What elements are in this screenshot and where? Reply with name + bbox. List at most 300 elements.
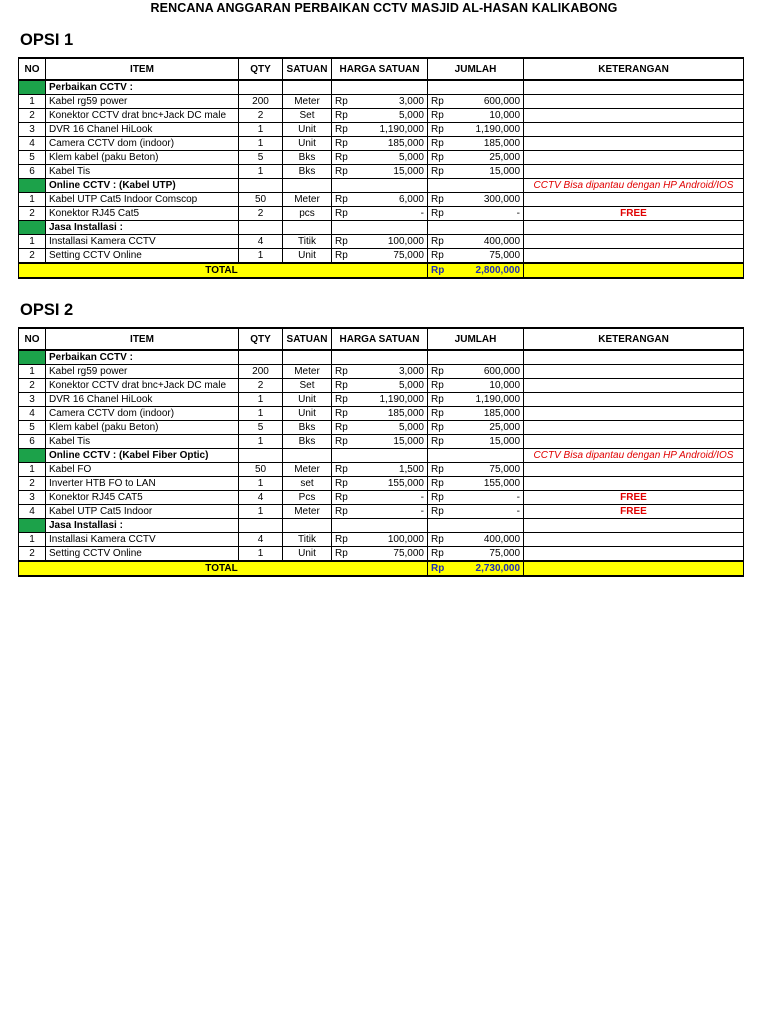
item-qty: 200 (239, 95, 283, 109)
section-marker (19, 350, 46, 365)
item-amount: 600,000 (458, 365, 524, 379)
item-no: 3 (19, 393, 46, 407)
item-remark (524, 249, 744, 264)
item-unit-price: 6,000 (362, 193, 428, 207)
item-row (19, 165, 744, 179)
option-2-heading: OPSI 2 (20, 301, 74, 319)
table-header-row (19, 58, 744, 80)
item-unit: set (283, 477, 332, 491)
empty-cell (428, 179, 524, 193)
item-remark (524, 491, 744, 505)
item-name: Setting CCTV Online (46, 249, 239, 264)
empty-cell (428, 221, 524, 235)
option-1-heading: OPSI 1 (20, 31, 74, 49)
item-no: 1 (19, 365, 46, 379)
item-no: 5 (19, 421, 46, 435)
header-jumlah: JUMLAH (428, 328, 524, 350)
item-row (19, 477, 744, 491)
currency-label: Rp (428, 421, 458, 435)
total-row (19, 561, 744, 576)
empty-cell (428, 80, 524, 95)
currency-label: Rp (332, 137, 362, 151)
item-name: Camera CCTV dom (indoor) (46, 137, 239, 151)
empty-cell (239, 350, 283, 365)
item-amount: - (458, 505, 524, 519)
currency-label: Rp (332, 477, 362, 491)
section-marker (19, 80, 46, 95)
item-name: Kabel Tis (46, 165, 239, 179)
table-header-row (19, 328, 744, 350)
section-label: Perbaikan CCTV : (46, 80, 239, 95)
empty-cell (283, 80, 332, 95)
currency-label: Rp (332, 123, 362, 137)
currency-label: Rp (428, 207, 458, 221)
empty-cell (283, 221, 332, 235)
item-unit-price: 5,000 (362, 151, 428, 165)
item-amount: 75,000 (458, 249, 524, 264)
item-remark (524, 109, 744, 123)
item-unit-price: 185,000 (362, 137, 428, 151)
item-no: 3 (19, 123, 46, 137)
currency-label: Rp (428, 165, 458, 179)
item-name: Setting CCTV Online (46, 547, 239, 562)
item-unit: Meter (283, 365, 332, 379)
item-unit: Meter (283, 505, 332, 519)
item-qty: 4 (239, 235, 283, 249)
currency-label: Rp (332, 505, 362, 519)
item-amount: 10,000 (458, 379, 524, 393)
header-qty: QTY (239, 328, 283, 350)
total-label: TOTAL (19, 263, 428, 278)
item-qty: 1 (239, 547, 283, 562)
item-unit-price: 15,000 (362, 435, 428, 449)
empty-cell (239, 449, 283, 463)
currency-label: Rp (428, 477, 458, 491)
item-no: 2 (19, 547, 46, 562)
item-unit: Meter (283, 95, 332, 109)
item-qty: 50 (239, 193, 283, 207)
currency-label: Rp (332, 235, 362, 249)
currency-label: Rp (428, 407, 458, 421)
currency-label: Rp (428, 547, 458, 562)
item-row (19, 435, 744, 449)
item-qty: 4 (239, 533, 283, 547)
item-unit-price: - (362, 491, 428, 505)
item-qty: 1 (239, 393, 283, 407)
empty-cell (332, 519, 428, 533)
item-unit-price: 5,000 (362, 109, 428, 123)
section-label: Online CCTV : (Kabel Fiber Optic) (46, 449, 239, 463)
item-remark (524, 547, 744, 562)
item-amount: 25,000 (458, 151, 524, 165)
currency-label: Rp (428, 95, 458, 109)
item-no: 1 (19, 193, 46, 207)
item-no: 2 (19, 379, 46, 393)
currency-label: Rp (428, 533, 458, 547)
total-row (19, 263, 744, 278)
header-no: NO (19, 328, 46, 350)
header-jumlah: JUMLAH (428, 58, 524, 80)
item-unit-price: 75,000 (362, 249, 428, 264)
currency-label: Rp (428, 379, 458, 393)
currency-label: Rp (332, 421, 362, 435)
item-amount: - (458, 491, 524, 505)
currency-label: Rp (332, 151, 362, 165)
section-note-text: CCTV Bisa dipantau dengan HP Android/IOS (533, 450, 734, 461)
item-unit-price: 3,000 (362, 95, 428, 109)
item-qty: 5 (239, 421, 283, 435)
item-name: DVR 16 Chanel HiLook (46, 393, 239, 407)
empty-cell (428, 449, 524, 463)
item-unit: Bks (283, 435, 332, 449)
item-unit-price: - (362, 505, 428, 519)
item-remark (524, 407, 744, 421)
item-remark (524, 95, 744, 109)
currency-label: Rp (332, 207, 362, 221)
section-label: Perbaikan CCTV : (46, 350, 239, 365)
item-amount: 600,000 (458, 95, 524, 109)
item-name: Klem kabel (paku Beton) (46, 421, 239, 435)
item-amount: 155,000 (458, 477, 524, 491)
currency-label: Rp (428, 463, 458, 477)
item-row (19, 137, 744, 151)
item-name: Kabel UTP Cat5 Indoor (46, 505, 239, 519)
currency-label: Rp (428, 151, 458, 165)
item-remark (524, 533, 744, 547)
free-badge: FREE (620, 506, 647, 517)
item-unit: Set (283, 379, 332, 393)
item-unit-price: 1,500 (362, 463, 428, 477)
item-name: Camera CCTV dom (indoor) (46, 407, 239, 421)
document-title: RENCANA ANGGARAN PERBAIKAN CCTV MASJID AL-HASAN KALIKABONG (150, 1, 618, 15)
total-currency: Rp (428, 561, 458, 576)
item-amount: 15,000 (458, 435, 524, 449)
currency-label: Rp (332, 193, 362, 207)
item-remark (524, 193, 744, 207)
currency-label: Rp (428, 137, 458, 151)
item-amount: 300,000 (458, 193, 524, 207)
item-name: Konektor CCTV drat bnc+Jack DC male (46, 109, 239, 123)
section-note (524, 449, 744, 463)
item-no: 6 (19, 435, 46, 449)
currency-label: Rp (428, 435, 458, 449)
item-qty: 50 (239, 463, 283, 477)
item-unit: Unit (283, 547, 332, 562)
item-unit-price: 1,190,000 (362, 393, 428, 407)
item-name: Installasi Kamera CCTV (46, 533, 239, 547)
empty-cell (283, 519, 332, 533)
section-label: Jasa Installasi : (46, 221, 239, 235)
item-unit-price: 100,000 (362, 533, 428, 547)
item-no: 4 (19, 137, 46, 151)
item-unit: Unit (283, 137, 332, 151)
item-no: 4 (19, 505, 46, 519)
section-row (19, 80, 744, 95)
item-unit-price: 15,000 (362, 165, 428, 179)
item-remark (524, 235, 744, 249)
item-row (19, 193, 744, 207)
item-no: 1 (19, 463, 46, 477)
free-badge: FREE (620, 492, 647, 503)
item-row (19, 421, 744, 435)
empty-cell (524, 80, 744, 95)
item-name: Konektor CCTV drat bnc+Jack DC male (46, 379, 239, 393)
header-no: NO (19, 58, 46, 80)
currency-label: Rp (332, 379, 362, 393)
empty-cell (428, 350, 524, 365)
item-row (19, 407, 744, 421)
item-qty: 5 (239, 151, 283, 165)
item-no: 6 (19, 165, 46, 179)
currency-label: Rp (332, 407, 362, 421)
currency-label: Rp (428, 193, 458, 207)
item-unit: Bks (283, 165, 332, 179)
item-unit: Meter (283, 193, 332, 207)
item-unit: Unit (283, 393, 332, 407)
item-unit-price: 155,000 (362, 477, 428, 491)
item-row (19, 249, 744, 264)
item-qty: 1 (239, 505, 283, 519)
item-no: 1 (19, 95, 46, 109)
currency-label: Rp (332, 547, 362, 562)
item-name: Kabel FO (46, 463, 239, 477)
option-1-budget-table (18, 57, 744, 279)
item-row (19, 491, 744, 505)
item-unit: Titik (283, 235, 332, 249)
item-remark (524, 379, 744, 393)
item-qty: 1 (239, 407, 283, 421)
item-no: 2 (19, 477, 46, 491)
section-marker (19, 519, 46, 533)
section-note-text: CCTV Bisa dipantau dengan HP Android/IOS (533, 180, 734, 191)
item-unit: Unit (283, 407, 332, 421)
option-2-budget-table (18, 327, 744, 577)
currency-label: Rp (428, 505, 458, 519)
header-item: ITEM (46, 328, 239, 350)
item-unit-price: 3,000 (362, 365, 428, 379)
item-row (19, 533, 744, 547)
item-name: Konektor RJ45 Cat5 (46, 207, 239, 221)
item-row (19, 463, 744, 477)
item-amount: 185,000 (458, 137, 524, 151)
item-row (19, 123, 744, 137)
item-row (19, 207, 744, 221)
item-amount: 75,000 (458, 463, 524, 477)
item-unit-price: 185,000 (362, 407, 428, 421)
section-marker (19, 221, 46, 235)
empty-cell (524, 350, 744, 365)
header-satuan: SATUAN (283, 58, 332, 80)
currency-label: Rp (428, 393, 458, 407)
item-qty: 1 (239, 137, 283, 151)
item-qty: 1 (239, 123, 283, 137)
empty-cell (283, 179, 332, 193)
item-row (19, 109, 744, 123)
total-currency: Rp (428, 263, 458, 278)
item-row (19, 505, 744, 519)
header-satuan: SATUAN (283, 328, 332, 350)
empty-cell (332, 449, 428, 463)
currency-label: Rp (428, 491, 458, 505)
item-row (19, 365, 744, 379)
header-item: ITEM (46, 58, 239, 80)
item-unit-price: 100,000 (362, 235, 428, 249)
empty-cell (332, 179, 428, 193)
item-remark (524, 477, 744, 491)
total-label: TOTAL (19, 561, 428, 576)
item-name: Konektor RJ45 CAT5 (46, 491, 239, 505)
item-qty: 1 (239, 477, 283, 491)
currency-label: Rp (332, 109, 362, 123)
item-amount: 15,000 (458, 165, 524, 179)
currency-label: Rp (428, 365, 458, 379)
item-no: 2 (19, 207, 46, 221)
item-no: 2 (19, 249, 46, 264)
item-remark (524, 151, 744, 165)
item-remark (524, 165, 744, 179)
item-remark (524, 435, 744, 449)
item-row (19, 379, 744, 393)
item-unit-price: - (362, 207, 428, 221)
currency-label: Rp (332, 491, 362, 505)
currency-label: Rp (332, 165, 362, 179)
item-no: 3 (19, 491, 46, 505)
section-note (524, 179, 744, 193)
header-harga-satuan: HARGA SATUAN (332, 58, 428, 80)
total-remark (524, 263, 744, 278)
currency-label: Rp (332, 393, 362, 407)
free-badge: FREE (620, 208, 647, 219)
total-remark (524, 561, 744, 576)
item-amount: 1,190,000 (458, 393, 524, 407)
item-qty: 1 (239, 435, 283, 449)
header-qty: QTY (239, 58, 283, 80)
item-remark (524, 505, 744, 519)
section-marker (19, 449, 46, 463)
header-keterangan: KETERANGAN (524, 328, 744, 350)
item-unit: Meter (283, 463, 332, 477)
item-remark (524, 207, 744, 221)
empty-cell (239, 221, 283, 235)
empty-cell (332, 80, 428, 95)
empty-cell (332, 221, 428, 235)
item-remark (524, 123, 744, 137)
section-row (19, 221, 744, 235)
empty-cell (239, 179, 283, 193)
currency-label: Rp (428, 109, 458, 123)
currency-label: Rp (428, 249, 458, 264)
item-unit: Set (283, 109, 332, 123)
currency-label: Rp (332, 533, 362, 547)
currency-label: Rp (332, 95, 362, 109)
empty-cell (524, 519, 744, 533)
currency-label: Rp (428, 235, 458, 249)
empty-cell (332, 350, 428, 365)
section-row (19, 449, 744, 463)
empty-cell (428, 519, 524, 533)
item-qty: 200 (239, 365, 283, 379)
item-amount: - (458, 207, 524, 221)
item-no: 1 (19, 235, 46, 249)
currency-label: Rp (332, 435, 362, 449)
section-label: Jasa Installasi : (46, 519, 239, 533)
item-no: 2 (19, 109, 46, 123)
item-unit-price: 5,000 (362, 421, 428, 435)
section-row (19, 519, 744, 533)
item-unit: pcs (283, 207, 332, 221)
header-keterangan: KETERANGAN (524, 58, 744, 80)
item-no: 5 (19, 151, 46, 165)
currency-label: Rp (332, 463, 362, 477)
currency-label: Rp (332, 365, 362, 379)
item-name: Inverter HTB FO to LAN (46, 477, 239, 491)
item-qty: 4 (239, 491, 283, 505)
header-harga-satuan: HARGA SATUAN (332, 328, 428, 350)
item-name: Installasi Kamera CCTV (46, 235, 239, 249)
item-amount: 1,190,000 (458, 123, 524, 137)
item-name: Kabel Tis (46, 435, 239, 449)
item-qty: 2 (239, 379, 283, 393)
item-name: Kabel rg59 power (46, 365, 239, 379)
item-name: Kabel UTP Cat5 Indoor Comscop (46, 193, 239, 207)
item-unit: Titik (283, 533, 332, 547)
total-amount: 2,800,000 (458, 263, 524, 278)
item-remark (524, 421, 744, 435)
item-qty: 1 (239, 165, 283, 179)
empty-cell (283, 449, 332, 463)
currency-label: Rp (332, 249, 362, 264)
item-unit-price: 1,190,000 (362, 123, 428, 137)
section-label: Online CCTV : (Kabel UTP) (46, 179, 239, 193)
item-name: Kabel rg59 power (46, 95, 239, 109)
item-unit: Unit (283, 249, 332, 264)
empty-cell (283, 350, 332, 365)
item-unit: Bks (283, 421, 332, 435)
total-amount: 2,730,000 (458, 561, 524, 576)
item-name: Klem kabel (paku Beton) (46, 151, 239, 165)
currency-label: Rp (428, 123, 458, 137)
item-remark (524, 463, 744, 477)
item-unit-price: 5,000 (362, 379, 428, 393)
item-no: 4 (19, 407, 46, 421)
item-amount: 185,000 (458, 407, 524, 421)
section-row (19, 179, 744, 193)
section-marker (19, 179, 46, 193)
item-row (19, 547, 744, 562)
item-row (19, 235, 744, 249)
item-name: DVR 16 Chanel HiLook (46, 123, 239, 137)
empty-cell (239, 80, 283, 95)
item-remark (524, 365, 744, 379)
item-row (19, 95, 744, 109)
item-row (19, 393, 744, 407)
item-qty: 1 (239, 249, 283, 264)
item-unit: Bks (283, 151, 332, 165)
item-qty: 2 (239, 207, 283, 221)
item-amount: 75,000 (458, 547, 524, 562)
item-amount: 400,000 (458, 533, 524, 547)
item-amount: 25,000 (458, 421, 524, 435)
empty-cell (239, 519, 283, 533)
empty-cell (524, 221, 744, 235)
item-amount: 400,000 (458, 235, 524, 249)
item-row (19, 151, 744, 165)
item-remark (524, 393, 744, 407)
item-remark (524, 137, 744, 151)
item-no: 1 (19, 533, 46, 547)
item-unit: Unit (283, 123, 332, 137)
item-unit-price: 75,000 (362, 547, 428, 562)
